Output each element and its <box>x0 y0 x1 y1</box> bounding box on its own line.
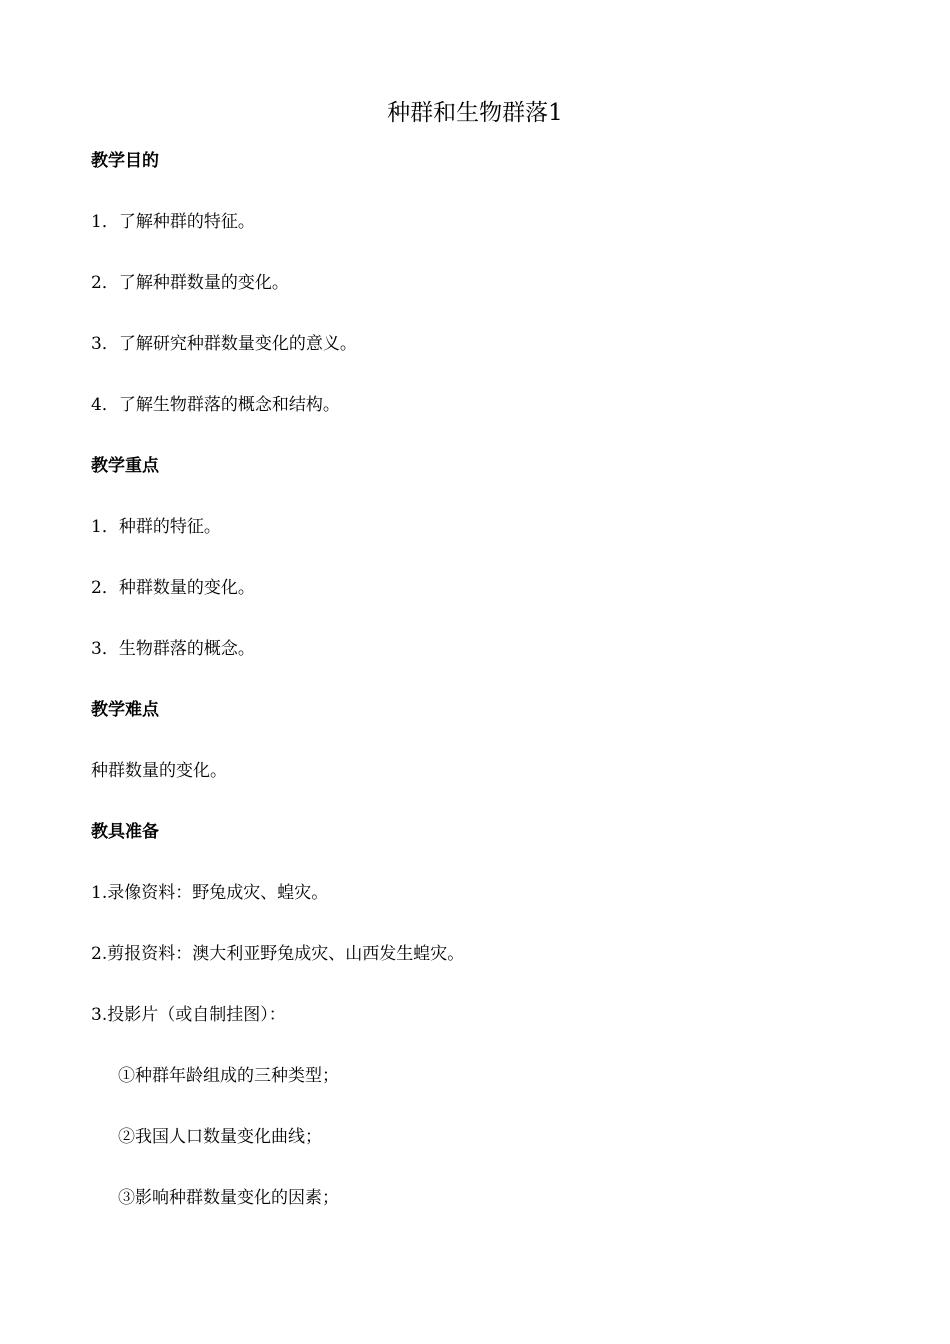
material-subitem-1: ①种群年龄组成的三种类型； <box>118 1066 339 1086</box>
objective-item-1: 1．了解种群的特征。 <box>91 212 255 232</box>
material-subitem-2: ②我国人口数量变化曲线； <box>118 1127 322 1147</box>
material-subitem-3: ③影响种群数量变化的因素； <box>118 1188 339 1208</box>
key-point-item-1: 1．种群的特征。 <box>91 517 221 537</box>
heading-key-points: 教学重点 <box>91 456 159 476</box>
objective-item-4: 4．了解生物群落的概念和结构。 <box>91 395 340 415</box>
heading-difficulties: 教学难点 <box>91 700 159 720</box>
key-point-item-2: 2．种群数量的变化。 <box>91 578 255 598</box>
material-item-3: 3.投影片（或自制挂图）： <box>91 1005 286 1025</box>
document-title: 种群和生物群落1 <box>387 100 563 126</box>
heading-objectives: 教学目的 <box>91 151 159 171</box>
objective-item-2: 2．了解种群数量的变化。 <box>91 273 289 293</box>
key-point-item-3: 3．生物群落的概念。 <box>91 639 255 659</box>
material-item-1: 1.录像资料：野兔成灾、蝗灾。 <box>91 883 329 903</box>
difficulty-item-1: 种群数量的变化。 <box>91 761 227 781</box>
heading-materials: 教具准备 <box>91 822 159 842</box>
objective-item-3: 3．了解研究种群数量变化的意义。 <box>91 334 357 354</box>
material-item-2: 2.剪报资料：澳大利亚野兔成灾、山西发生蝗灾。 <box>91 944 465 964</box>
